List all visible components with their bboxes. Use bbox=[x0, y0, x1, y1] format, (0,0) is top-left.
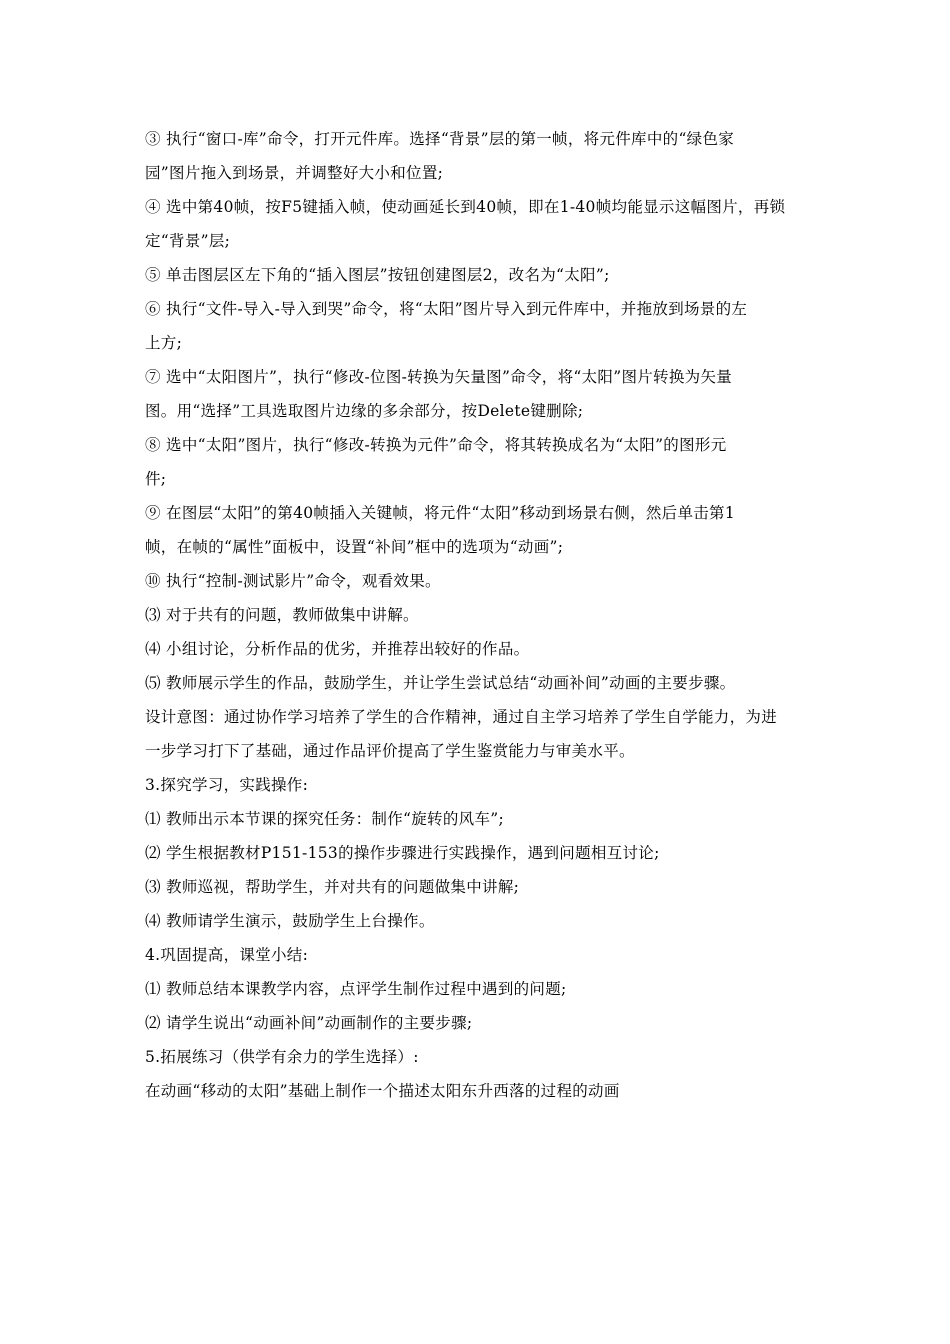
section-4-item-2 bbox=[145, 1006, 810, 1040]
section-3-item-2 bbox=[145, 836, 810, 870]
text-line: 设计意图：通过协作学习培养了学生的合作精神，通过自主学习培养了学生自学能力，为进 bbox=[145, 708, 778, 726]
text-line: 件; bbox=[145, 470, 167, 488]
section-3-heading bbox=[145, 768, 810, 802]
text-line: 一步学习打下了基础，通过作品评价提高了学生鉴赏能力与审美水平。 bbox=[145, 742, 635, 760]
text-line: ③ 执行“窗口-库”命令，打开元件库。选择“背景”层的第一帧，将元件库中的“绿色家 bbox=[145, 130, 735, 148]
design-intent-paragraph bbox=[145, 700, 810, 768]
text-line: 5.拓展练习（供学有余力的学生选择）: bbox=[145, 1048, 419, 1066]
step-4-paragraph bbox=[145, 190, 810, 258]
text-line: ⑴ 教师总结本课教学内容，点评学生制作过程中遇到的问题; bbox=[145, 980, 567, 998]
step-5-paragraph bbox=[145, 258, 810, 292]
step-10-paragraph bbox=[145, 564, 810, 598]
section-3-item-3 bbox=[145, 870, 810, 904]
text-line: ⑸ 教师展示学生的作品，鼓励学生，并让学生尝试总结“动画补间”动画的主要步骤。 bbox=[145, 674, 736, 692]
text-line: 4.巩固提高，课堂小结: bbox=[145, 946, 309, 964]
text-line: 3.探究学习，实践操作: bbox=[145, 776, 309, 794]
text-line: 园”图片拖入到场景，并调整好大小和位置; bbox=[145, 164, 444, 182]
step-3-paragraph bbox=[145, 122, 810, 190]
text-line: ⑷ 小组讨论，分析作品的优劣，并推荐出较好的作品。 bbox=[145, 640, 530, 658]
text-line: 帧，在帧的“属性”面板中，设置“补间”框中的选项为“动画”; bbox=[145, 538, 564, 556]
section-5-content bbox=[145, 1074, 810, 1108]
text-line: 定“背景”层; bbox=[145, 232, 231, 250]
text-line: 图。用“选择”工具选取图片边缘的多余部分，按Delete键删除; bbox=[145, 402, 584, 420]
text-line: ④ 选中第40帧，按F5键插入帧，使动画延长到40帧，即在1-40帧均能显示这幅图片，再锁 bbox=[145, 198, 786, 216]
step-6-paragraph bbox=[145, 292, 810, 360]
text-line: 在动画“移动的太阳”基础上制作一个描述太阳东升西落的过程的动画 bbox=[145, 1082, 620, 1100]
section-3-item-4 bbox=[145, 904, 810, 938]
text-line: ⑴ 教师出示本节课的探究任务：制作“旋转的风车”; bbox=[145, 810, 504, 828]
text-line: ⑷ 教师请学生演示，鼓励学生上台操作。 bbox=[145, 912, 435, 930]
step-8-paragraph bbox=[145, 428, 810, 496]
text-line: ⑨ 在图层“太阳”的第40帧插入关键帧，将元件“太阳”移动到场景右侧，然后单击第1 bbox=[145, 504, 736, 522]
document-body bbox=[145, 122, 810, 1108]
text-line: ⑧ 选中“太阳”图片，执行“修改-转换为元件”命令，将其转换成名为“太阳”的图形元 bbox=[145, 436, 727, 454]
step-9-paragraph bbox=[145, 496, 810, 564]
step-7-paragraph bbox=[145, 360, 810, 428]
section-3-item-1 bbox=[145, 802, 810, 836]
text-line: ⑶ 对于共有的问题，教师做集中讲解。 bbox=[145, 606, 419, 624]
text-line: ⑵ 请学生说出“动画补间”动画制作的主要步骤; bbox=[145, 1014, 473, 1032]
text-line: ⑦ 选中“太阳图片”，执行“修改-位图-转换为矢量图”命令，将“太阳”图片转换为矢量 bbox=[145, 368, 733, 386]
text-line: ⑩ 执行“控制-测试影片”命令，观看效果。 bbox=[145, 572, 441, 590]
section-4-item-1 bbox=[145, 972, 810, 1006]
section-5-heading bbox=[145, 1040, 810, 1074]
item-3-paragraph bbox=[145, 598, 810, 632]
text-line: ⑤ 单击图层区左下角的“插入图层”按钮创建图层2，改名为“太阳”; bbox=[145, 266, 610, 284]
text-line: 上方; bbox=[145, 334, 183, 352]
text-line: ⑵ 学生根据教材P151-153的操作步骤进行实践操作，遇到问题相互讨论; bbox=[145, 844, 660, 862]
text-line: ⑶ 教师巡视，帮助学生，并对共有的问题做集中讲解; bbox=[145, 878, 520, 896]
section-4-heading bbox=[145, 938, 810, 972]
item-5-paragraph bbox=[145, 666, 810, 700]
item-4-paragraph bbox=[145, 632, 810, 666]
text-line: ⑥ 执行“文件-导入-导入到哭”命令，将“太阳”图片导入到元件库中，并拖放到场景的左 bbox=[145, 300, 748, 318]
